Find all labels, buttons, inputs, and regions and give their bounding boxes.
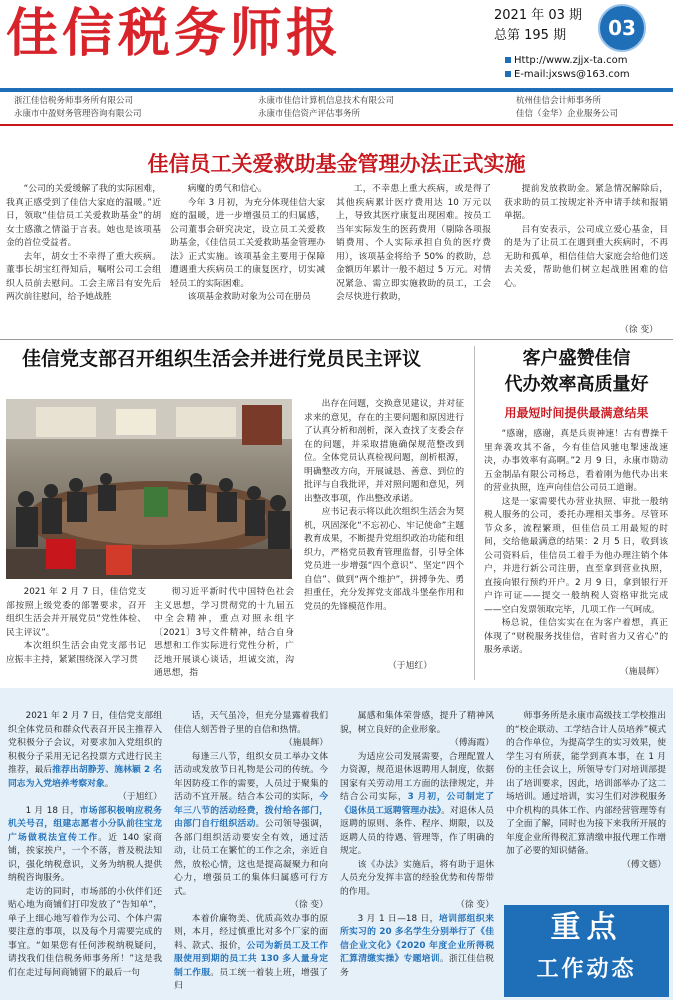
paragraph: 本次组织生活会由党支部书记应振丰主持，紧紧围绕深入学习贯 — [6, 641, 146, 665]
paragraph: 属感和集体荣誉感，提升了精神风貌，树立良好的企业形象。 — [340, 711, 494, 735]
section-divider — [0, 339, 673, 340]
highlight-text: 3 月初，公司制定了《退休员工返聘管理办法》 — [340, 792, 494, 816]
author-signature: （于旭红） — [118, 792, 162, 802]
masthead-title: 佳信税务师报 — [6, 3, 343, 64]
paragraph: 彻习近平新时代中国特色社会主义思想，学习贯彻党的十九届五中全会精神，重点对照永组字〔2021〕3号文件精神，结合自身思想和工作实际进行党性分析，广泛地开展谈心谈话，坦诚交流，沟通思想，指 — [154, 587, 294, 678]
paragraph: 师事务所是永康市高级技工学校推出的“校企联动、工学结合计人员培养”模式的合作单位，为提高学生的实习效果，使学生习有所获，能学到真本事，在 1 月份的主任会议上，所领导专门对培训部提出了培训要求，因此，培训部举办了这二场培训。通过培训，实习生们对涉税服务中介机构的具体工作、内部经营管理等有了全面了解，同时也为接下来我所开展的年度企业所得税汇算清缴申报代理工作增加了必要的知识储备。 — [506, 711, 666, 856]
article2-column-3 — [304, 398, 464, 654]
article2-headline: 佳信党支部召开组织生活会并进行党员民主评议 — [22, 348, 422, 370]
column-divider — [474, 346, 475, 680]
org-name: 永康市中盈财务管理咨询有限公司 — [14, 109, 142, 119]
news-item: 2021 年 2 月 7 日，佳信党支部组织全体党员和群众代表召开民主推荐入党积极分子会议，对要求加入党组织的积极分子采用无记名投票方式进行民主推荐，最后推荐出胡静芳、施林颖 2 名同志为入党培养考察对象。 — [8, 711, 162, 789]
meeting-photo — [6, 399, 292, 579]
meeting-photo-illustration — [6, 399, 292, 579]
article3-body — [484, 428, 668, 660]
highlight-text: 今年三八节的活动经费，拨付给各部门，由部门自行组织活动 — [174, 792, 328, 829]
paragraph: “公司的关爱缓解了我的实际困难，我真正感受到了佳信大家庭的温暖。”近日，领取“佳信员工关爱救助基金”的胡女士感激之情溢于言表。她也是该项基金的首位受益者。 — [6, 184, 161, 248]
org-name: 杭州佳信会计师事务所 — [516, 96, 602, 106]
author-signature: （傅海霞） — [450, 738, 494, 748]
paragraph: 去年，胡女士不幸得了重大疾病。董事长胡宝红得知后，嘱咐公司工会组织人员前去慰问。工会主席吕有安先后两次前往慰问，给予她战胜 — [6, 251, 161, 302]
key-badge-line1: 重点 — [550, 910, 623, 945]
paragraph: 工，不幸患上重大疾病，或是得了其他疾病累计医疗费用达 10 万元以上，导致其医疗康复出现困难。按员工当年实际发生的医药费用（剔除各项报销费用、个人实际承担自负的医疗费用），该项基金将给予 50% 的救助，总金额历年累计一般不超过 5 万元。对情况紧急、需立即实施救助的员工，工会会尽快进行救助， — [336, 184, 491, 302]
paragraph: 话，天气虽冷，但充分显露着我们佳信人刻苦骨子里的自信和热情。 — [174, 711, 328, 735]
paragraph: 应书记表示将以此次组织生活会为契机，巩固深化“不忘初心、牢记使命”主题教育成果，不断提升党组织政治功能和组织力，严格党员教育管理监督，引导全体党员进一步增强“四个意识”、坚定“四个自信”、做到“两个维护”，拼搏争先、勇担重任，充分发挥党支部战斗堡垒作用和党员的先锋模范作用。 — [304, 507, 464, 612]
article1-column-4 — [504, 183, 668, 321]
news-item: 3 月 1 日—18 日，培训部组织来所实习的 20 多名学生分别举行了《佳信企业文化》《2020 年度企业所得税汇算清缴实操》专题培训。浙江佳信税务 — [340, 913, 494, 978]
paragraph: 病魔的勇气和信心。 — [187, 184, 267, 194]
author-signature: （于旭红） — [388, 661, 432, 671]
paragraph: 该《办法》实施后，将有助于退休人员充分发挥丰富的经验优势和传帮带的作用。 — [340, 859, 494, 897]
org-name: 佳信（金华）企业服务公司 — [516, 109, 619, 119]
section-divider — [0, 124, 673, 126]
email-line — [505, 68, 630, 81]
website-line — [505, 54, 628, 67]
highlight-text: 推荐出胡静芳、施林颖 2 名同志为入党培养考察对象 — [8, 765, 162, 789]
author-signature: （徐 变） — [620, 325, 658, 335]
square-bullet-icon — [505, 71, 511, 77]
highlight-text: 市场部积极响应税务机关号召，组建志愿者小分队前往宝龙广场做税法宣传工作 — [8, 805, 162, 843]
news-item: 本着价廉物美、优质高效办事的原则，本月，经过慎重比对多个厂家的面料、款式、报价，公司为新员工及工作服使用到期的员工共 130 多人量身定制工作服。员工统一着装上班，增强了归 — [174, 913, 328, 991]
highlight-text: 培训部组织来所实习的 20 多名学生分别举行了《佳信企业文化》《2020 年度企业所得税汇算清缴实操》专题培训 — [340, 913, 494, 964]
highlight-text: 公司为新员工及工作服使用到期的员工共 130 多人量身定制工作服 — [174, 940, 328, 978]
article1-column-2 — [170, 183, 325, 335]
author-signature: （傅文德） — [622, 859, 666, 870]
key-badge-line2: 工作动态 — [536, 956, 637, 982]
bottom-column-4 — [506, 710, 666, 890]
org-name: 浙江佳信税务师事务所有限公司 — [14, 96, 134, 106]
paragraph: 出存在问题，交换意见建议，并对征求来的意见，存在的主要问题和原因进行了认真分析和剖析，深入查找了支委会存在的问题，并采取措施确保规范整改到位。全体党员认真检视问题，剖析根源，明确整改方向，开展诚恳、善意、到位的批评与自我批评，并对照问题和意见，列出整改事项，作出整改承诺。 — [304, 399, 464, 504]
paragraph: 走访的同时，市场部的小伙伴们还贴心地为商铺们打印发放了“告知单”，单子上细心地写着作为公司、个体户需要注意的事项，以及每个月需要完成的事宜。“如果您有任何涉税纳税疑问，请找我们佳信税务师事务所！”这是我们在走过每间商铺留下的最后一句 — [8, 886, 162, 978]
bottom-column-3 — [340, 710, 494, 998]
paragraph: “感谢，感谢，真是兵贵神速！古有曹操千里奔袭攻其不备，今有佳信风驰电掣速战速决，办事效率有高啊。”2 月 9 日，永康市勋动五金制品有限公司杨总，看着刚为他代办出来的营业执照，连声向佳信公司员工道谢。 — [484, 429, 668, 493]
article2-column-1 — [6, 586, 146, 686]
org-name: 永康市佳信资产评估事务所 — [258, 109, 361, 119]
article1-headline: 佳信员工关爱救助基金管理办法正式实施 — [147, 151, 526, 176]
author-signature: （施晨辉） — [620, 667, 664, 677]
key-work-news-badge — [504, 905, 669, 997]
article3-headline-line2: 代办效率高质量好 — [504, 374, 649, 395]
paragraph: 该项基金救助对象为公司在册员 — [187, 292, 311, 302]
article3-subtitle: 用最短时间提供最满意结果 — [504, 406, 649, 420]
square-bullet-icon — [505, 57, 511, 63]
author-signature: （徐 变） — [290, 900, 328, 910]
news-item: 每逢三八节，组织女员工举办文体活动或发放节日礼物是公司的传统。今年因防疫工作的需要，人员过于聚集的活动不宜开展。结合本公司的实际，今年三八节的活动经费，拨付给各部门，由部门自行组织活动。公司领导强调，各部门组织活动要安全有效，通过活动，让员工在繁忙的工作之余，亲近自然，放松心情，这也是提高凝聚力和向心力，增强员工的集体归属感可行方式。 — [174, 751, 328, 897]
article3-headline-line1: 客户盛赞佳信 — [522, 348, 631, 369]
website-url[interactable]: Http://www.zjjx-ta.com — [514, 55, 628, 66]
paragraph: 杨总说，佳信实实在在为客户着想，真正体现了“财税服务找佳信，省时省力又省心”的服务承诺。 — [484, 618, 668, 655]
org-name: 永康市佳信计算机信息技术有限公司 — [258, 96, 395, 106]
issue-badge: 03 — [598, 4, 646, 52]
paragraph: 2021 年 2 月 7 日，佳信党支部按照上级党委的部署要求，召开组织生活会并开展党员“党性体检、民主评议”。 — [6, 587, 146, 638]
paragraph: 这是一家需要代办营业执照、审批一般纳税人服务的公司，委托办理相关事务。尽管环节众多，流程繁琐，但佳信员工用最短的时间，交给他最满意的结果：2 月 5 日，收到该公司资料后，佳信员工着手为他办理注销个体户，并进行新公司注册，直至拿到营业执照，直接向银行预约开户。2 月 9 日，拿到银行开户许可证——提交一般纳税人资格审批完成——空白发票领取完毕，几项工作一气呵成。 — [484, 496, 668, 615]
author-signature: （徐 变） — [456, 900, 494, 910]
paragraph: 提前发放救助金。紧急情况解除后，获求助的员工按规定补齐申请手续和报销单据。 — [504, 184, 668, 221]
total-issue-number: 总第 195 期 — [494, 28, 567, 43]
masthead-divider — [0, 88, 673, 92]
author-signature: （施晨辉） — [284, 738, 328, 748]
bottom-column-2 — [174, 710, 328, 998]
article1-column-1 — [6, 183, 161, 335]
article1-column-3 — [336, 183, 491, 335]
paragraph: 吕有安表示，公司成立爱心基金，目的是为了让员工在遇到重大疾病时，不再无助和孤单，相信佳信大家庭会给他们送去关爱，帮助他们树立起战胜困难的信心。 — [504, 224, 668, 289]
article2-column-2 — [154, 586, 294, 686]
news-item: 为适应公司发展需要，合理配置人力资源，规范退休返聘用人制度，依据国家有关劳动用工方面的法律规定，并结合公司实际，3 月初，公司制定了《退休员工返聘管理办法》。对退休人员返聘的原则、条件、程序、期限，以及返聘人员的待遇、管理等，作了明确的规定。 — [340, 751, 494, 856]
issue-number: 2021 年 03 期 — [494, 8, 583, 23]
email-address[interactable]: E-mail:jxsws@163.com — [514, 69, 630, 80]
paragraph: 今年 3 月初，为充分体现佳信大家庭的温暖，进一步增强员工的归属感，公司董事会研究决定，设立员工关爱救助基金，《佳信员工关爱救助基金管理办法》正式实施。该项基金主要用于保障遭遇重大疾病员工的康复医疗，切实减轻员工的实际困难。 — [170, 197, 325, 289]
news-item: 1 月 18 日，市场部积极响应税务机关号召，组建志愿者小分队前往宝龙广场做税法宣传工作。近 140 家商铺，挨家挨户，一个不落，普及税法知识，强化纳税意识，义务为纳税人提供纳税咨询服务。 — [8, 805, 162, 883]
bottom-column-1 — [8, 710, 162, 998]
